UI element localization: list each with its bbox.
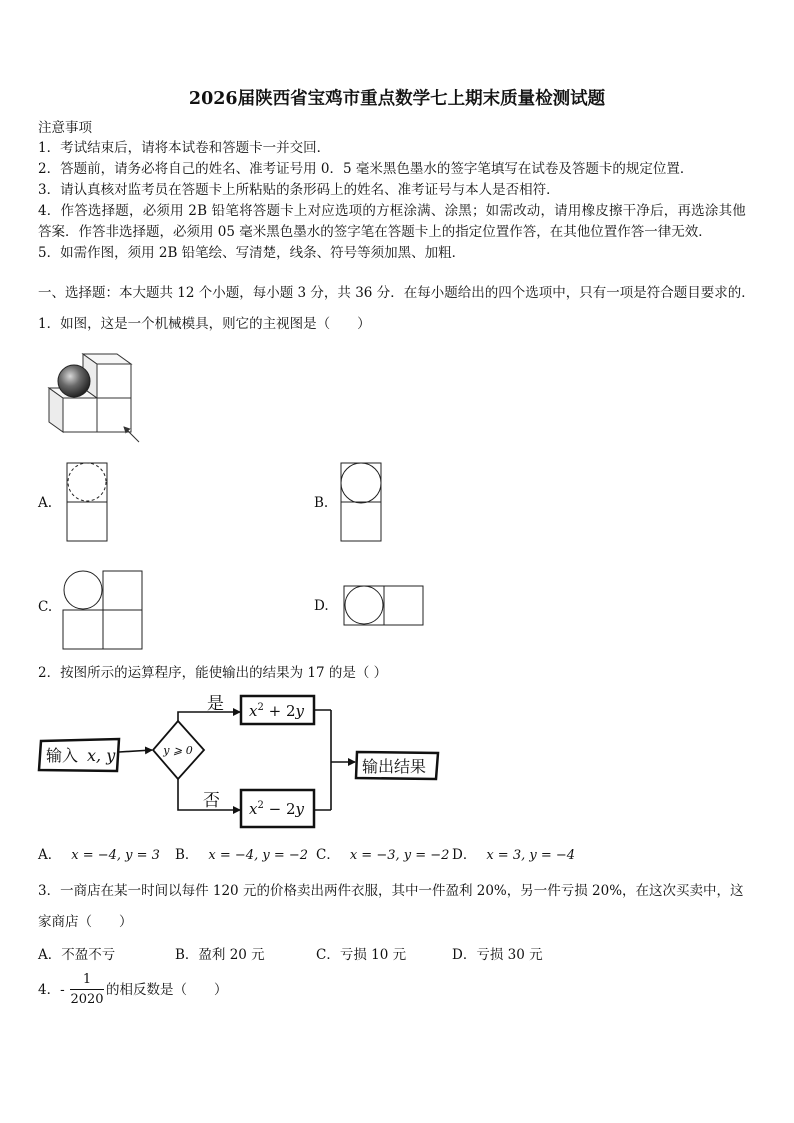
no-expression: $x^2 - 2y$ (249, 800, 304, 818)
q2-option-d-text: x = 3, y = −4 (486, 848, 576, 863)
q1-option-c-drawing (63, 571, 142, 649)
no-label: 否 (203, 791, 220, 811)
q3-option-b-label: B． (175, 947, 199, 963)
note-item-5: 5．如需作图，须用 2B 铅笔绘、写清楚，线条、符号等须加黑、加粗． (38, 245, 466, 261)
flowchart (39, 694, 438, 827)
circle-icon (345, 586, 383, 624)
notes-heading: 注意事项 (38, 120, 92, 136)
section-heading: 一、选择题：本大题共 12 个小题，每小题 3 分，共 36 分．在每小题给出的四个选项中，只有一项是符合题目要求的． (38, 285, 755, 301)
q1-option-d-label: D. (314, 598, 329, 614)
question-4-suffix: 的相反数是（ ） (106, 982, 228, 998)
mold-figure (49, 354, 139, 442)
q2-option-b-text: x = −4, y = −2 (208, 848, 309, 863)
yes-expression: $x^2 + 2y$ (249, 702, 304, 720)
condition-text: y ⩾ 0 (163, 744, 193, 757)
sphere-icon (58, 365, 90, 397)
q1-option-d-drawing (344, 586, 423, 625)
output-label: 输出结果 (362, 757, 427, 776)
q1-option-c-label: C. (38, 599, 53, 615)
input-label: 输入 (46, 746, 79, 765)
circle-icon (64, 571, 102, 609)
q3-option-d-text: 亏损 30 元 (476, 947, 543, 963)
merge-lines (314, 710, 331, 810)
note-item-4: 4．作答选择题，必须用 2B 铅笔将答题卡上对应选项的方框涂满、涂黑；如需改动，请用橡皮擦干净后，再选涂其他 (38, 203, 746, 219)
q2-option-a-label: A． (38, 847, 62, 863)
q3-option-d-label: D． (452, 947, 477, 963)
q1-option-a-drawing (67, 463, 107, 541)
question-3-stem-continued: 家商店（ ） (38, 914, 133, 930)
q3-option-a-label: A． (38, 947, 62, 963)
q2-option-b-label: B． (175, 847, 199, 863)
question-4-prefix: 4．- (38, 982, 65, 998)
question-3-stem: 3．一商店在某一时间以每件 120 元的价格卖出两件衣服，其中一件盈利 20%，另一件亏损 20%，在这次买卖中，这 (38, 883, 744, 899)
question-2-stem: 2．按图所示的运算程序，能使输出的结果为 17 的是（ ） (38, 665, 388, 681)
q4-numerator: 1 (70, 972, 104, 990)
circle-icon (341, 463, 381, 503)
q1-option-a-label: A. (38, 495, 53, 511)
q4-denominator: 2020 (70, 992, 104, 1007)
q2-option-d-label: D． (452, 847, 477, 863)
page-title: 2026届陕西省宝鸡市重点数学七上期末质量检测试题 (188, 89, 606, 109)
mold-upper-front-face (97, 364, 131, 398)
q1-option-b-label: B. (314, 495, 329, 511)
yes-label: 是 (207, 694, 224, 714)
note-item-1: 1．考试结束后，请将本试卷和答题卡一并交回． (38, 140, 331, 156)
note-item-2: 2．答题前，请务必将自己的姓名、准考证号用 0．5 毫米黑色墨水的签字笔填写在试卷及答题卡的规定位置． (38, 161, 694, 177)
q3-option-b-text: 盈利 20 元 (198, 947, 265, 963)
q2-option-c-text: x = −3, y = −2 (349, 848, 450, 863)
arrow-to-condition (119, 750, 152, 752)
q3-option-c-label: C． (316, 947, 340, 963)
q2-option-c-label: C． (316, 847, 340, 863)
note-item-4-continued: 答案．作答非选择题，必须用 05 毫米黑色墨水的签字笔在答题卡上的指定位置作答，在其他位置作答一律无效． (38, 224, 712, 240)
note-item-3: 3．请认真核对监考员在答题卡上所粘贴的条形码上的姓名、准考证号与本人是否相符． (38, 182, 560, 198)
input-vars: x, y (87, 746, 116, 765)
dashed-circle-icon (68, 463, 106, 501)
question-1-stem: 1．如图，这是一个机械模具，则它的主视图是（ ） (38, 316, 371, 332)
q2-option-a-text: x = −4, y = 3 (71, 848, 160, 863)
q3-option-a-text: 不盈不亏 (61, 947, 116, 963)
q3-option-c-text: 亏损 10 元 (339, 947, 407, 963)
q1-option-b-drawing (341, 463, 381, 541)
